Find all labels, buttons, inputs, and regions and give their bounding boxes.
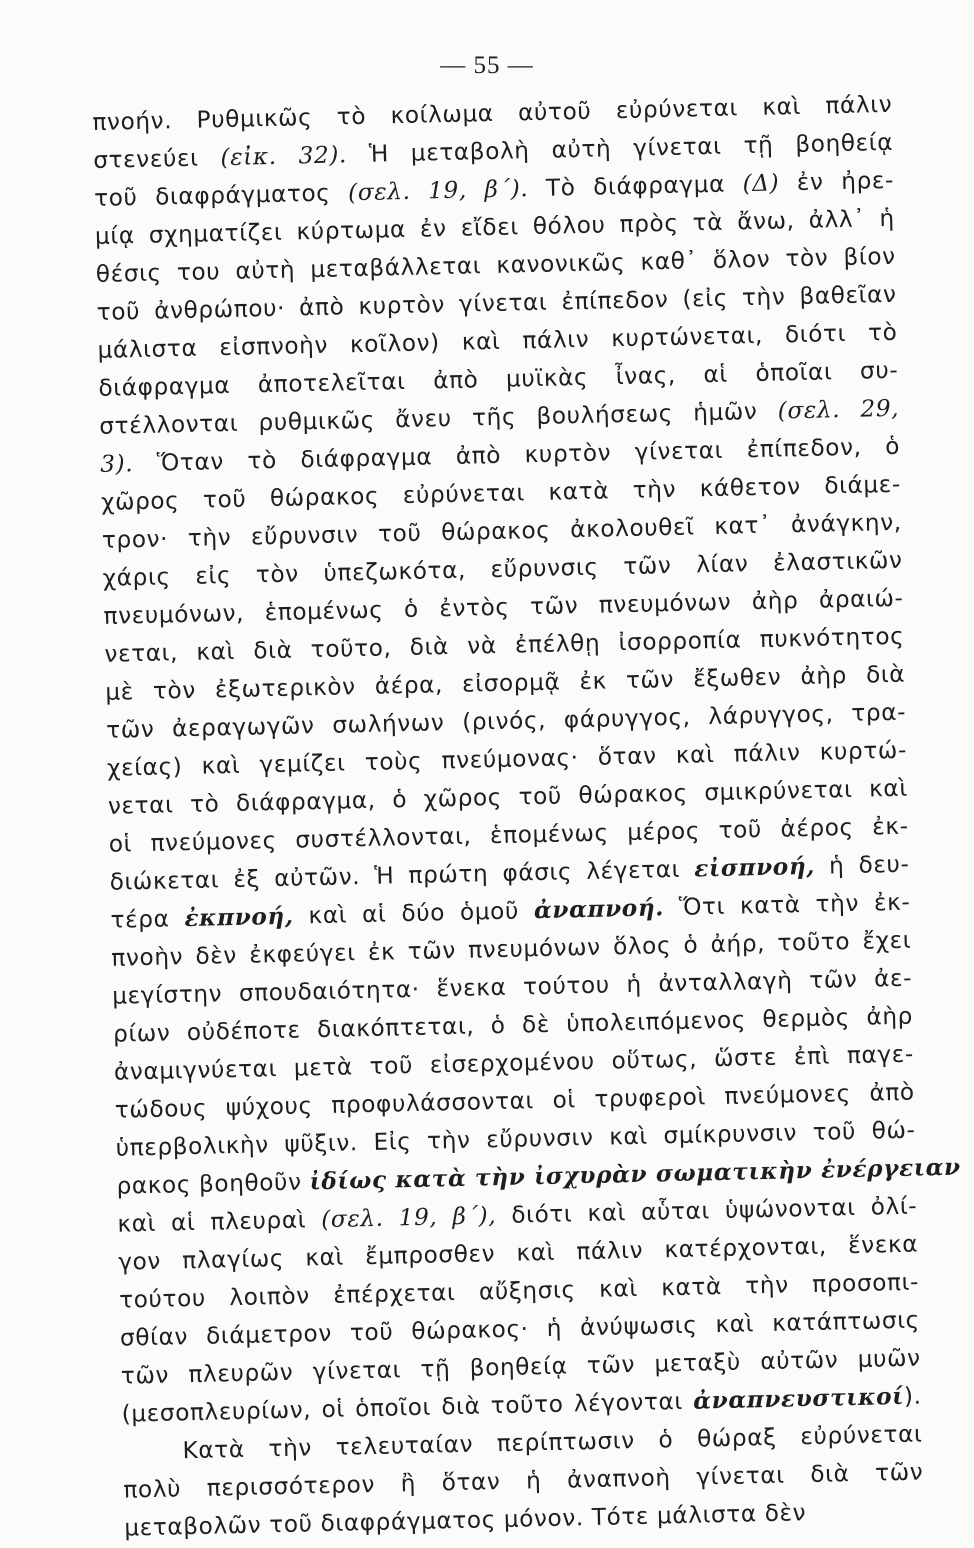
text-segment: χάρις εἰς τὸν ὑπεζωκότα, εὔρυνσις τῶν λίαν ἐλαστικῶν <box>102 546 903 592</box>
text-segment: ὑπερβολικὴν ψῦξιν. Εἰς τὴν εὔρυνσιν καὶ σμίκρυνσιν τοῦ θώ- <box>115 1116 916 1162</box>
text-segment: πολὺ περισσότερον ἢ ὅταν ἡ ἀναπνοὴ γίνεται διὰ τῶν <box>123 1458 924 1504</box>
text-segment: τοῦ διαφράγματος <box>93 179 349 212</box>
text-segment: Τὸ διάφραγμα <box>527 170 743 203</box>
text-segment: μεγίστην σπουδαιότητα· ἕνεκα τούτου ἡ ἀνταλλαγὴ τῶν ἀε- <box>111 964 913 1010</box>
text-segment: τέρα <box>110 905 185 934</box>
emphasized-term: εἰσπνοή, <box>693 852 816 883</box>
text-segment: ). <box>903 1382 922 1410</box>
page-number: — 55 — <box>440 52 534 79</box>
text-segment: μὲ τὸν ἐξωτερικὸν ἀέρα, εἰσορμᾷ ἐκ τῶν ἔξωθεν ἀὴρ διὰ <box>105 660 906 706</box>
text-segment: διώκεται ἐξ αὐτῶν. Ἡ πρώτη φάσις λέγεται <box>109 855 695 896</box>
text-segment: Ἡ μεταβολὴ αὐτὴ γίνεται τῇ βοηθείᾳ <box>346 128 894 169</box>
text-segment: τώδους ψύχους προφυλάσσονται οἱ τρυφεροὶ πνεύμονες ἀπὸ <box>114 1078 915 1124</box>
text-segment: πνοὴν δὲν ἐκφεύγει ἐκ τῶν πνευμόνων ὅλος ὁ ἀήρ, τοῦτο ἔχει <box>111 926 912 972</box>
text-segment: πνοήν. Ρυθμικῶς τὸ κοίλωμα αὐτοῦ εὐρύνεται καὶ πάλιν <box>92 90 893 136</box>
text-segment: τῶν πλευρῶν γίνεται τῇ βοηθείᾳ τῶν μεταξὺ αὐτῶν μυῶν <box>120 1344 921 1390</box>
text-segment: διάφραγμα ἀποτελεῖται ἀπὸ μυϊκὰς ἶνας, αἱ ὁποῖαι συ- <box>98 356 899 402</box>
emphasized-term: ἐκπνοή, <box>184 902 294 933</box>
text-segment: θέσις του αὐτὴ μεταβάλλεται κανονικῶς καθ᾽ ὅλον τὸν βίον <box>95 242 896 288</box>
text-segment: διότι καὶ αὗται ὑψώνονται ὀλί- <box>495 1192 918 1230</box>
text-segment: Κατὰ τὴν τελευταίαν περίπτωσιν ὁ θώραξ εὐρύνεται <box>182 1420 923 1465</box>
text-segment: οἱ πνεύμονες συστέλλονται, ἑπομένως μέρος τοῦ ἀέρος ἐκ- <box>108 812 909 858</box>
text-segment: στέλλονται ρυθμικῶς ἄνευ τῆς βουλήσεως ἡμῶν <box>99 397 779 440</box>
cross-reference: 3). <box>99 450 134 478</box>
cross-reference: (σελ. 19, β΄). <box>347 175 529 207</box>
text-segment: σθίαν διάμετρον τοῦ θώρακος· ἡ ἀνύψωσις καὶ κατάπτωσις <box>119 1306 921 1352</box>
text-segment: Ὅτι κατὰ τὴν ἐκ- <box>663 888 911 922</box>
text-segment: νεται τὸ διάφραγμα, ὁ χῶρος τοῦ θώρακος σμικρύνεται καὶ <box>107 774 909 820</box>
text-segment: ρίων οὐδέποτε διακόπτεται, ὁ δὲ ὑπολειπόμενος θερμὸς ἀὴρ <box>112 1002 914 1048</box>
emphasized-term: ἰδίως κατὰ τὴν ἰσχυρὰν σωματικὴν ἐνέργειαν <box>309 1153 961 1196</box>
text-segment: νεται, καὶ διὰ τοῦτο, διὰ νὰ ἐπέλθῃ ἰσορροπία πυκνότητος <box>104 622 905 668</box>
text-segment: καὶ αἱ πλευραὶ <box>117 1206 322 1238</box>
text-segment: χείας) καὶ γεμίζει τοὺς πνεύμονας· ὅταν καὶ πάλιν κυρτώ- <box>106 736 908 782</box>
emphasized-term: ἀναπνευστικοί <box>692 1382 905 1415</box>
text-segment: ἡ δευ- <box>814 850 910 880</box>
text-segment: χῶρος τοῦ θώρακος εὐρύνεται κατὰ τὴν κάθετον διάμε- <box>100 470 902 516</box>
text-segment: καὶ αἱ δύο ὁμοῦ <box>293 897 535 930</box>
text-segment: στενεύει <box>92 144 221 174</box>
cross-reference: (Δ) <box>742 169 780 198</box>
cross-reference: (εἰκ. 32). <box>220 141 348 172</box>
text-segment: ἀναμιγνύεται μετὰ τοῦ εἰσερχομένου οὕτως, ὥστε ἐπὶ παγε- <box>113 1040 915 1086</box>
text-segment: πνευμόνων, ἑπομένως ὁ ἐντὸς τῶν πνευμόνων ἀὴρ ἀραιώ- <box>103 584 904 630</box>
text-segment: μεταβολῶν τοῦ διαφράγματος μόνον. Τότε μάλιστα δὲν <box>124 1499 807 1542</box>
text-segment: γον πλαγίως καὶ ἔμπροσθεν καὶ πάλιν κατέρχονται, ἕνεκα <box>117 1230 919 1276</box>
emphasized-term: ἀναπνοή. <box>533 894 665 925</box>
text-segment: τοῦ ἀνθρώπου· ἀπὸ κυρτὸν γίνεται ἐπίπεδον (εἰς τὴν βαθεῖαν <box>96 280 897 326</box>
text-segment: μίᾳ σχηματίζει κύρτωμα ἐν εἴδει θόλου πρὸς τὰ ἄνω, ἀλλ᾽ ἡ <box>94 204 896 250</box>
text-segment: τῶν ἀεραγωγῶν σωλήνων (ρινός, φάρυγγος, λάρυγγος, τρα- <box>105 698 907 744</box>
text-segment: ρακος βοηθοῦν <box>116 1168 310 1200</box>
cross-reference: (σελ. 19, β΄), <box>320 1202 497 1234</box>
text-segment: (μεσοπλευρίων, οἱ ὁποῖοι διὰ τοῦτο λέγονται <box>121 1387 694 1428</box>
cross-reference: (σελ. 29, <box>777 394 900 425</box>
text-segment: Ὅταν τὸ διάφραγμα ἀπὸ κυρτὸν γίνεται ἐπίπεδον, ὁ <box>132 432 901 478</box>
text-segment: τρον· τὴν εὔρυνσιν τοῦ θώρακος ἀκολουθεῖ κατ᾽ ἀνάγκην, <box>101 508 903 554</box>
text-segment: τούτου λοιπὸν ἐπέρχεται αὔξησις καὶ κατὰ τὴν προσοπι- <box>118 1268 920 1314</box>
text-segment: ἐν ἠρε- <box>778 166 895 197</box>
body-text <box>92 86 961 1548</box>
text-segment: μάλιστα εἰσπνοὴν κοῖλον) καὶ πάλιν κυρτώνεται, διότι τὸ <box>97 318 898 364</box>
